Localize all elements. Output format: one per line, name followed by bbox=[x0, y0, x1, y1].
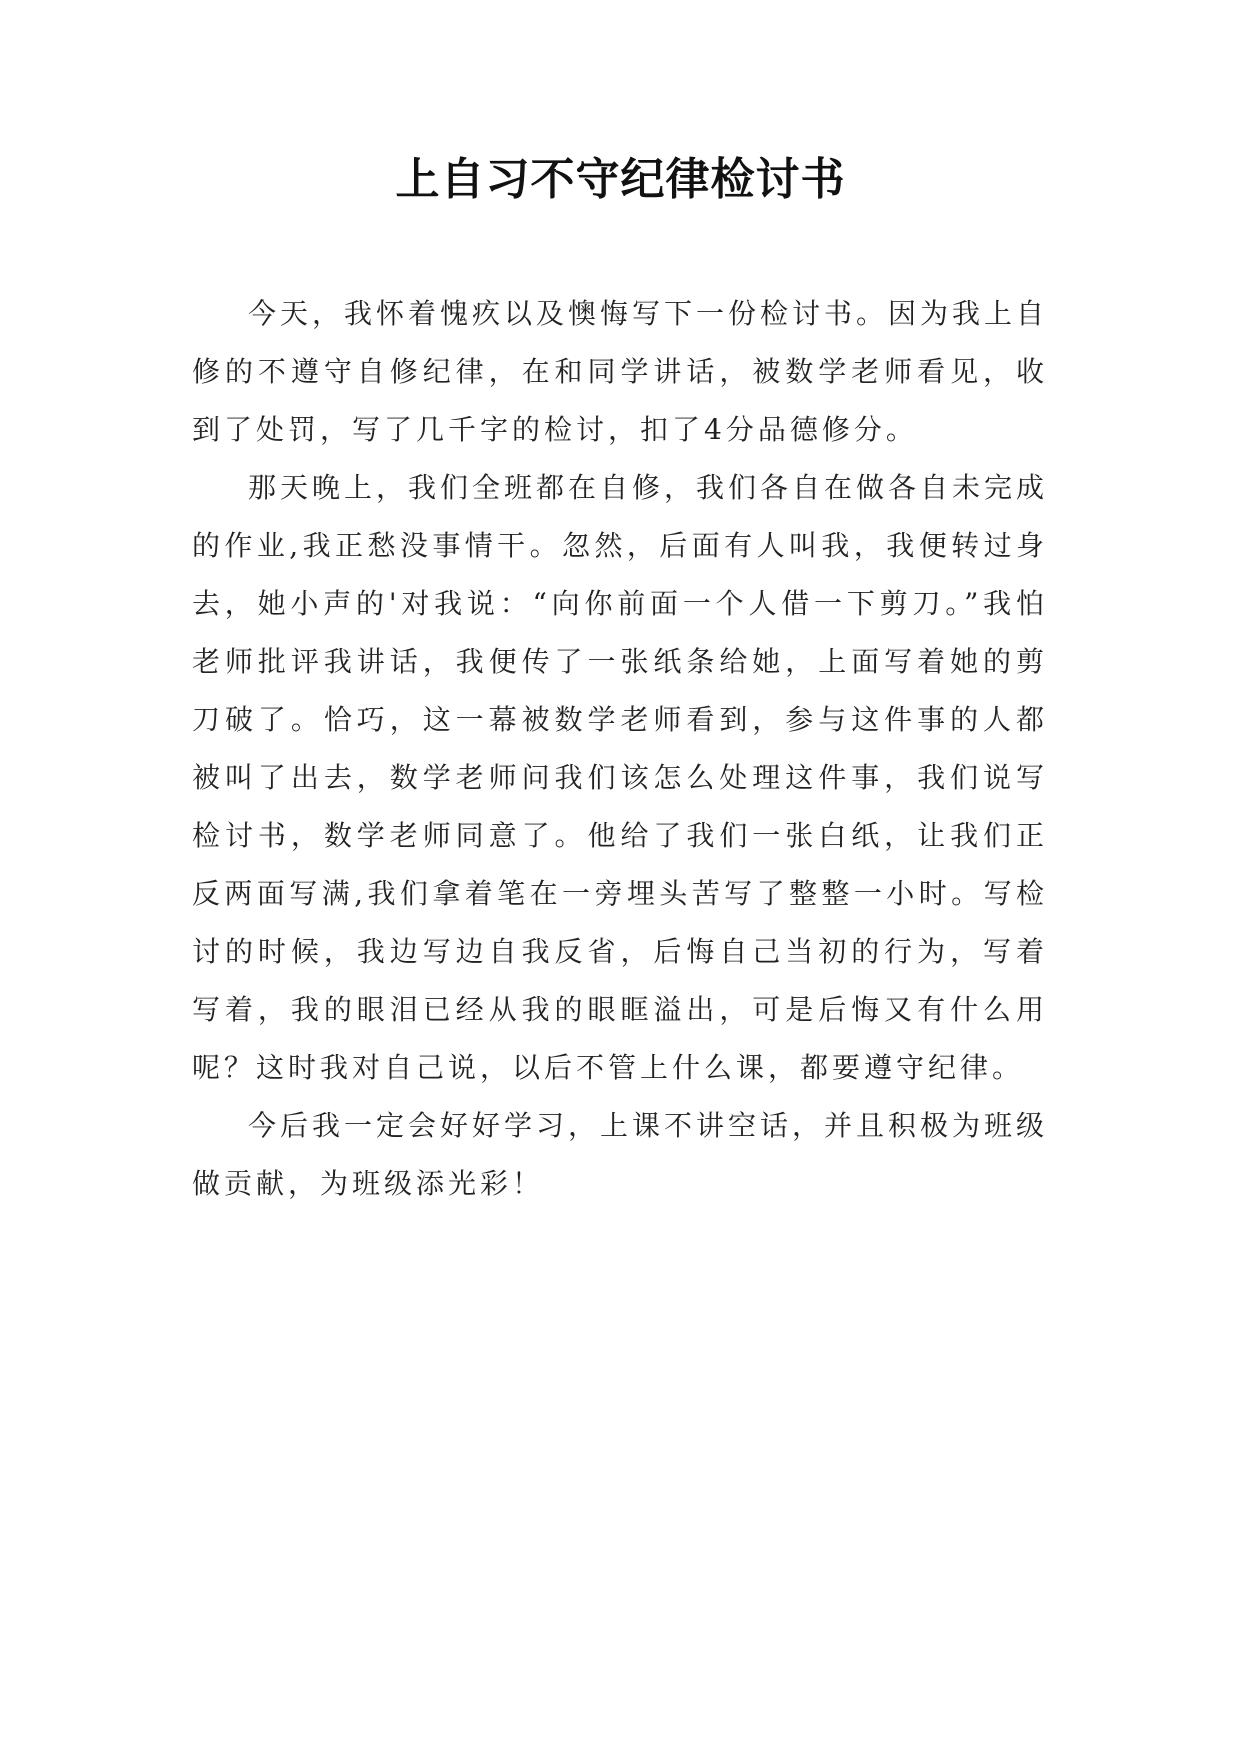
document-title: 上自习不守纪律检讨书 bbox=[395, 154, 846, 205]
paragraph-1: 今天，我怀着愧疚以及懊悔写下一份检讨书。因为我上自修的不遵守自修纪律，在和同学讲话，被数学老师看见，收到了处罚，写了几千字的检讨，扣了4分品德修分。 bbox=[192, 297, 1049, 446]
paragraph-2: 那天晚上，我们全班都在自修，我们各自在做各自未完成的作业,我正愁没事情干。忽然，后面有人叫我，我便转过身去，她小声的'对我说：“向你前面一个人借一下剪刀。”我怕老师批评我讲话，我便传了一张纸条给她，上面写着她的剪刀破了。恰巧，这一幕被数学老师看到，参与这件事的人都被叫了出去，数学老师问我们该怎么处理这件事，我们说写检讨书，数学老师同意了。他给了我们一张白纸，让我们正反两面写满,我们拿着笔在一旁埋头苦写了整整一小时。写检讨的时候，我边写边自我反省，后悔自己当初的行为，写着写着，我的眼泪已经从我的眼眶溢出，可是后悔又有什么用呢？这时我对自己说，以后不管上什么课，都要遵守纪律。 bbox=[192, 471, 1049, 1084]
paragraph-3: 今后我一定会好好学习，上课不讲空话，并且积极为班级做贡献，为班级添光彩！ bbox=[192, 1109, 1049, 1200]
document-body bbox=[192, 285, 1048, 1213]
